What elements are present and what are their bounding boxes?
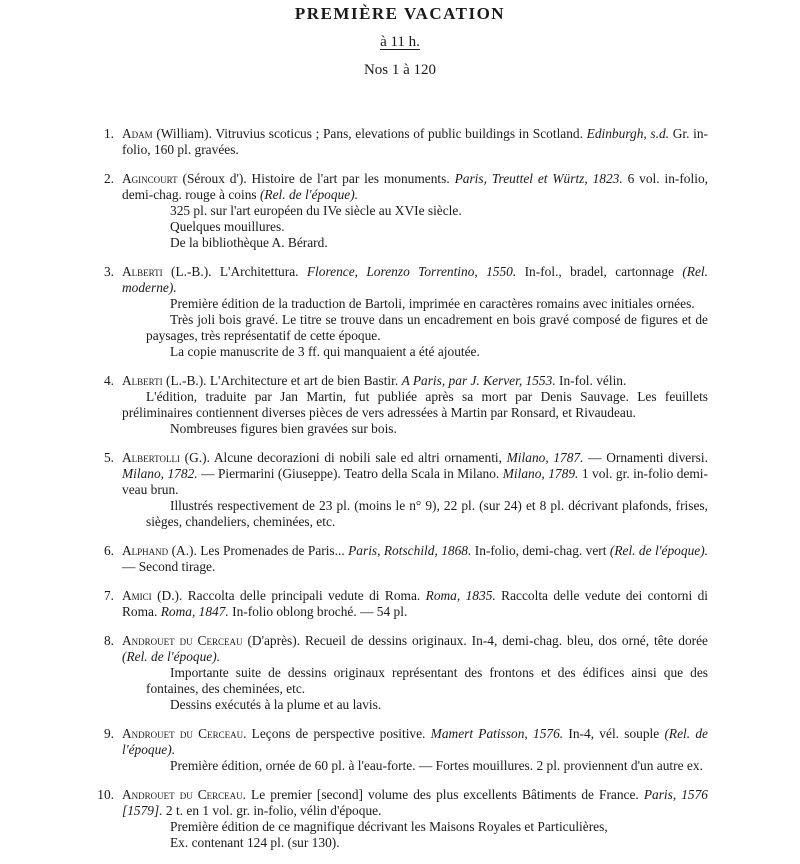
lot-text: (D'après). Recueil de dessins originaux. In-4, demi-chag. bleu, dos orné, tête dorée bbox=[247, 633, 708, 648]
lot-text: (G.). Alcune decorazioni di nobili sale ed altri ornamenti, bbox=[184, 450, 502, 465]
lot-binding: (Rel. de l'époque). bbox=[122, 726, 708, 757]
lot-entry bbox=[0, 450, 800, 530]
lot-description bbox=[122, 264, 708, 296]
lot-format: In-4, vél. souple bbox=[568, 726, 660, 741]
lot-entry bbox=[0, 543, 800, 575]
lot-note: Nombreuses figures bien gravées sur bois. bbox=[170, 421, 397, 436]
lot-author: Adam bbox=[122, 126, 153, 141]
lot-imprint: Milano, 1782. bbox=[122, 466, 198, 481]
lot-description bbox=[122, 373, 708, 389]
lot-text: — Piermarini (Giuseppe). Teatro della Scala in Milano. bbox=[201, 466, 500, 481]
lot-imprint: Milano, 1789. bbox=[502, 466, 579, 481]
lot-format: Gr. in-folio, 160 pl. gravées. bbox=[122, 126, 708, 157]
lot-format: 2 t. en 1 vol. gr. in-folio, vélin d'époque. bbox=[165, 803, 382, 818]
lot-number: 5. bbox=[103, 450, 114, 465]
lot-format: 1 vol. gr. in-folio demi-veau brun. bbox=[122, 466, 708, 497]
lot-note: Première édition de la traduction de Bartoli, imprimée en caractères romains avec initiales ornées. bbox=[170, 296, 695, 311]
lot-entry bbox=[0, 126, 800, 158]
lot-author: Albertolli bbox=[122, 450, 180, 465]
lot-note: Dessins exécutés à la plume et au lavis. bbox=[170, 697, 382, 712]
lot-imprint: Paris, 1576 [1579]. bbox=[122, 787, 709, 818]
lot-imprint: Roma, 1847. bbox=[160, 604, 229, 619]
lot-list bbox=[0, 126, 800, 864]
lot-imprint: A Paris, par J. Kerver, 1553. bbox=[401, 373, 556, 388]
lot-binding: (Rel. moderne). bbox=[122, 264, 708, 295]
lot-text: . Leçons de perspective positive. bbox=[243, 726, 426, 741]
lot-description bbox=[122, 787, 708, 819]
lot-description bbox=[122, 588, 708, 620]
lot-imprint: Edinburgh, s.d. bbox=[586, 126, 670, 141]
lot-text: (A.). Les Promenades de Paris... bbox=[171, 543, 345, 558]
lot-author: Agincourt bbox=[122, 171, 178, 186]
lot-note: Première édition de ce magnifique décrivant les Maisons Royales et Particulières, bbox=[170, 819, 608, 834]
lot-imprint: Roma, 1835. bbox=[425, 588, 496, 603]
lot-entry bbox=[0, 588, 800, 620]
lot-author: Alphand bbox=[122, 543, 169, 558]
lot-binding: (Rel. de l'époque). bbox=[609, 543, 709, 558]
lot-note: La copie manuscrite de 3 ff. qui manquaient a été ajoutée. bbox=[170, 344, 480, 359]
lot-format: In-folio oblong broché. — 54 pl. bbox=[232, 604, 408, 619]
lot-description bbox=[122, 126, 708, 158]
session-time-text: à 11 h. bbox=[380, 34, 420, 50]
lot-note: Importante suite de dessins originaux représentant des frontons et des édifices ainsi que des fontaines, des cheminées, etc. bbox=[146, 665, 708, 696]
lot-author: Alberti bbox=[122, 373, 163, 388]
lot-author: Androuet du Cerceau bbox=[122, 633, 243, 648]
lot-note: Très joli bois gravé. Le titre se trouve dans un encadrement en bois gravé composé de figures et de paysages, très représentatif de cette époque. bbox=[146, 312, 708, 343]
lot-note: Première édition, ornée de 60 pl. à l'eau-forte. — Fortes mouillures. 2 pl. proviennent d'un autre ex. bbox=[170, 758, 703, 773]
lot-description bbox=[122, 633, 708, 665]
lot-entry bbox=[0, 726, 800, 774]
lot-author: Androuet du Cerceau bbox=[122, 726, 244, 741]
lot-format: In-fol. vélin. bbox=[559, 373, 627, 388]
lot-range: Nos 1 à 120 bbox=[363, 62, 437, 78]
lot-text: — Ornamenti diversi. bbox=[588, 450, 708, 465]
lot-notes bbox=[122, 203, 708, 251]
lot-text: — Second tirage. bbox=[122, 559, 216, 574]
page-title: PREMIÈRE VACATION bbox=[294, 4, 506, 23]
lot-text: (D.). Raccolta delle principali vedute di Roma. bbox=[157, 588, 421, 603]
lot-note: Quelques mouillures. bbox=[170, 219, 285, 234]
lot-description bbox=[122, 543, 708, 575]
lot-number: 4. bbox=[103, 373, 114, 388]
lot-author: Androuet du Cerceau bbox=[122, 787, 243, 802]
lot-entry bbox=[0, 171, 800, 251]
lot-format: In-fol., bradel, cartonnage bbox=[524, 264, 674, 279]
lot-number: 1. bbox=[103, 126, 114, 141]
lot-number: 9. bbox=[103, 726, 114, 741]
lot-imprint: Paris, Rotschild, 1868. bbox=[348, 543, 472, 558]
lot-note: 325 pl. sur l'art européen du IVe siècle au XVIe siècle. bbox=[170, 203, 462, 218]
lot-text: Raccolta delle vedute dei contorni di Roma. bbox=[122, 588, 708, 619]
lot-note: De la bibliothèque A. Bérard. bbox=[170, 235, 328, 250]
lot-notes bbox=[122, 665, 708, 713]
lot-description bbox=[122, 171, 708, 203]
lot-notes bbox=[122, 758, 708, 774]
lot-number: 2. bbox=[103, 171, 114, 186]
lot-text: . Le premier [second] volume des plus excellents Bâtiments de France. bbox=[242, 787, 639, 802]
lot-entry bbox=[0, 373, 800, 437]
lot-notes bbox=[122, 819, 708, 851]
lot-number: 3. bbox=[103, 264, 114, 279]
lot-imprint: Florence, Lorenzo Torrentino, 1550. bbox=[306, 264, 517, 279]
lot-binding: (Rel. de l'époque). bbox=[122, 649, 221, 664]
lot-number: 7. bbox=[103, 588, 114, 603]
lot-author: Amici bbox=[122, 588, 152, 603]
lot-text: (William). Vitruvius scoticus ; Pans, elevations of public buildings in Scotland. bbox=[156, 126, 583, 141]
lot-imprint: Mamert Patisson, 1576. bbox=[430, 726, 564, 741]
lot-author: Alberti bbox=[122, 264, 163, 279]
lot-format: 6 vol. in-folio, demi-chag. rouge à coins bbox=[122, 171, 708, 202]
lot-number: 8. bbox=[103, 633, 114, 648]
lot-description bbox=[122, 726, 708, 758]
lot-number: 6. bbox=[103, 543, 114, 558]
lot-note: Illustrés respectivement de 23 pl. (moins le n° 9), 22 pl. (sur 24) et 8 pl. décrivant plafonds, frises, sièges, chandeliers, cheminées, etc. bbox=[146, 498, 708, 529]
lot-description bbox=[122, 450, 708, 498]
lot-note: Ex. contenant 124 pl. (sur 130). bbox=[170, 835, 340, 850]
lot-binding: (Rel. de l'époque). bbox=[259, 187, 359, 202]
lot-note: L'édition, traduite par Jan Martin, fut publiée après sa mort par Denis Sauvage. Les feuillets préliminaires contiennent diverses pièces de vers adressées à Martin par Ronsard, et Rivaudeau. bbox=[122, 389, 708, 420]
lot-format: In-folio, demi-chag. vert bbox=[474, 543, 607, 558]
lot-text: (L.-B.). L'Architecture et art de bien Bastir. bbox=[166, 373, 399, 388]
session-time bbox=[0, 33, 800, 51]
lot-notes bbox=[122, 296, 708, 360]
lot-entry bbox=[0, 264, 800, 360]
lot-number: 10. bbox=[97, 787, 114, 802]
lot-text: (L.-B.). L'Architettura. bbox=[170, 264, 299, 279]
lot-imprint: Paris, Treuttel et Würtz, 1823. bbox=[454, 171, 623, 186]
lot-notes bbox=[122, 498, 708, 530]
lot-entry bbox=[0, 633, 800, 713]
lot-text: (Séroux d'). Histoire de l'art par les monuments. bbox=[182, 171, 450, 186]
lot-notes bbox=[122, 389, 708, 437]
lot-entry bbox=[0, 787, 800, 851]
lot-imprint: Milano, 1787. bbox=[506, 450, 584, 465]
